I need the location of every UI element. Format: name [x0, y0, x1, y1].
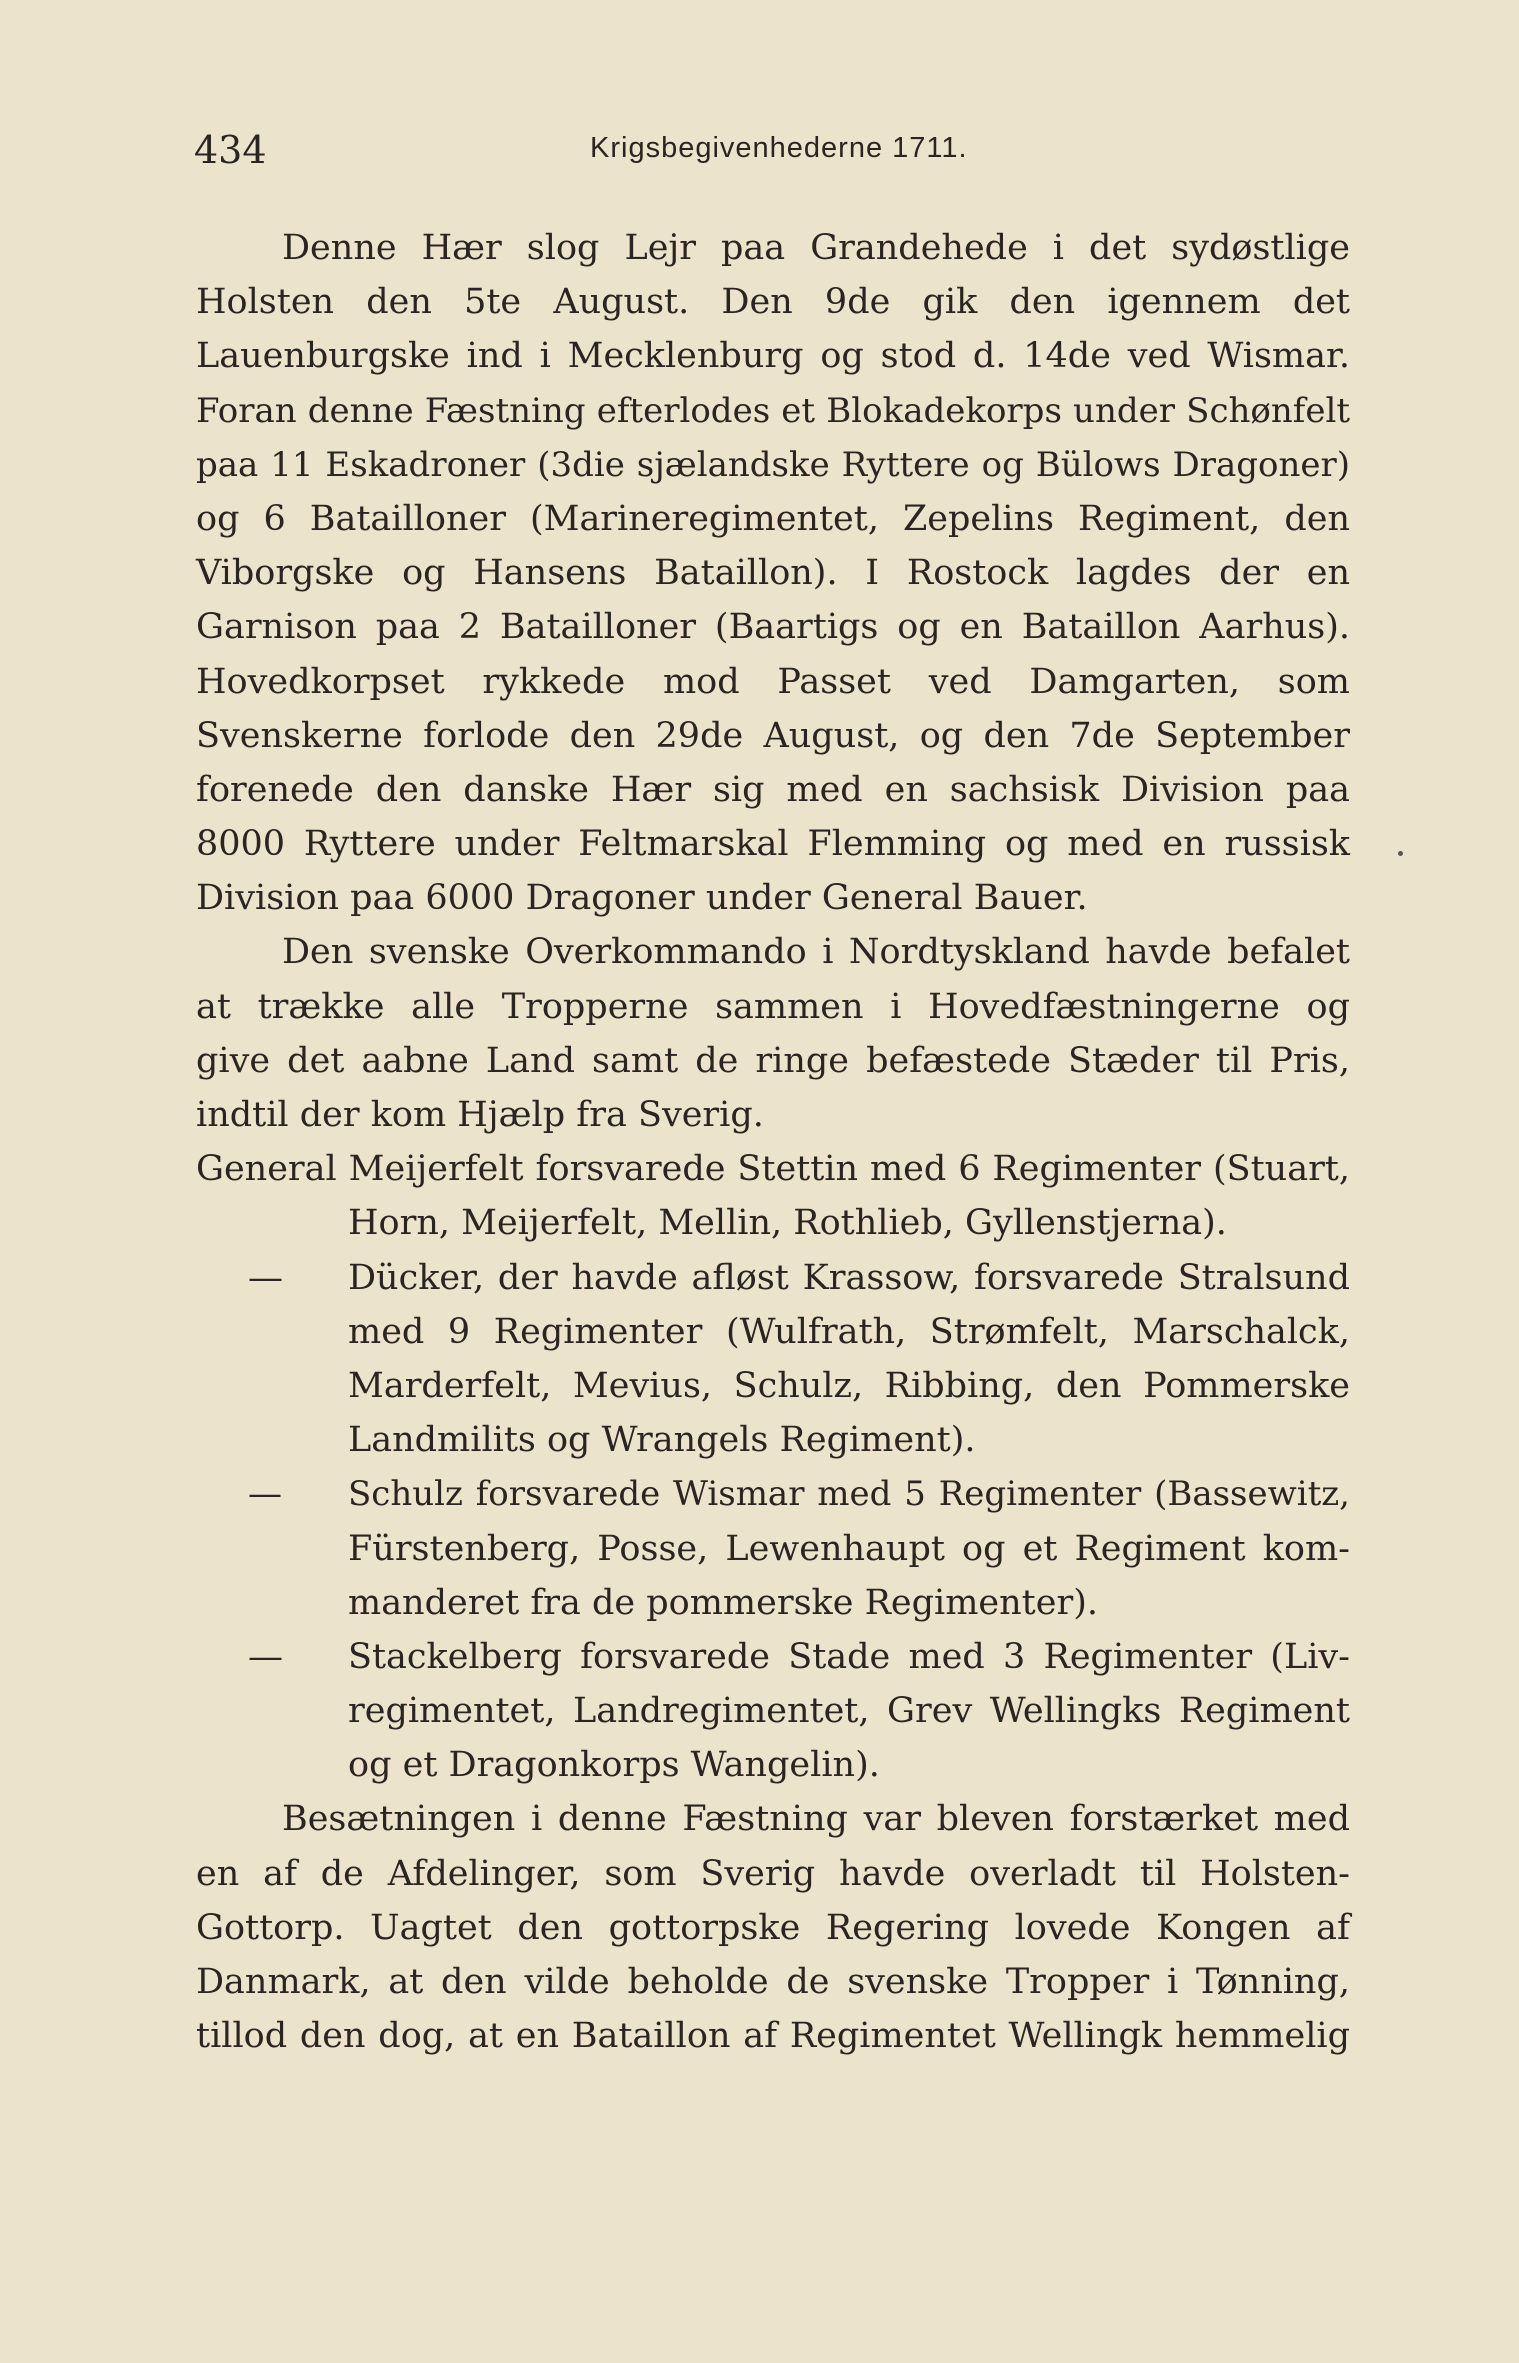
list-entry-text: Stackelberg forsvarede Stade med 3 Regimenter (Liv- — [348, 1636, 1350, 1677]
page-body — [196, 221, 1350, 2063]
text-line: Hovedkorpset rykkede mod Passet ved Damgarten, som — [196, 661, 1350, 702]
list-entry-line: Marderfelt, Mevius, Schulz, Ribbing, den Pommerske — [348, 1365, 1350, 1406]
text-line: Viborgske og Hansens Bataillon). I Rostock lagdes der en — [196, 553, 1350, 594]
list-entry-line: Fürstenberg, Posse, Lewenhaupt og et Regiment kom- — [348, 1528, 1350, 1569]
text-line: Svenskerne forlode den 29de August, og den 7de September — [196, 715, 1350, 756]
text-line: Denne Hær slog Lejr paa Grandehede i det sydøstlige — [282, 228, 1350, 268]
text-line: en af de Afdelinger, som Sverig havde overladt til Holsten- — [196, 1853, 1350, 1894]
list-entry-first-line — [196, 1251, 1350, 1305]
text-line: Holsten den 5te August. Den 9de gik den igennem det — [196, 282, 1350, 323]
list-entry-text: Dücker, der havde afløst Krassow, forsvarede Stralsund — [348, 1257, 1350, 1298]
em-dash: — — [248, 1257, 283, 1298]
text-line: indtil der kom Hjælp fra Sverig. — [196, 1095, 764, 1135]
text-line: tillod den dog, at en Bataillon af Regimentet Wellingk hemmelig — [196, 2016, 1350, 2057]
text-line: forenede den danske Hær sig med en sachsisk Division paa — [196, 769, 1350, 810]
list-entry-line: regimentet, Landregimentet, Grev Wellingks Regiment — [348, 1691, 1350, 1732]
text-line: Division paa 6000 Dragoner under General Bauer. — [196, 878, 1088, 919]
list-entry-first-line — [196, 1630, 1350, 1684]
list-entry-line: med 9 Regimenter (Wulfrath, Strømfelt, Marschalck, — [348, 1311, 1350, 1352]
text-line: give det aabne Land samt de ringe befæstede Stæder til Pris, — [196, 1040, 1350, 1081]
print-speck — [1398, 851, 1403, 856]
running-title: Krigsbegivenhederne 1711. — [590, 132, 968, 164]
text-line: Besætningen i denne Fæstning var bleven forstærket med — [282, 1799, 1350, 1840]
page-header — [194, 128, 1344, 178]
list-entry-text: Schulz forsvarede Wismar med 5 Regimenter (Bassewitz, — [348, 1474, 1350, 1515]
em-dash: — — [248, 1636, 283, 1677]
em-dash: — — [248, 1474, 282, 1515]
list-entry-first-line — [196, 1467, 1350, 1521]
list-entry-first-line: General Meijerfelt forsvarede Stettin med 6 Regimenter (Stuart, — [196, 1149, 1350, 1190]
text-line: og 6 Batailloner (Marineregimentet, Zepelins Regiment, den — [196, 498, 1350, 539]
text-line: Den svenske Overkommando i Nordtyskland havde befalet — [282, 932, 1350, 973]
list-entry-line: og et Dragonkorps Wangelin). — [348, 1745, 880, 1786]
text-line: Gottorp. Uagtet den gottorpske Regering lovede Kongen af — [196, 1907, 1350, 1948]
text-line: 8000 Ryttere under Feltmarskal Flemming og med en russisk — [196, 824, 1350, 865]
text-line: at trække alle Tropperne sammen i Hovedfæstningerne og — [196, 986, 1350, 1027]
text-line: Foran denne Fæstning efterlodes et Blokadekorps under Schønfelt — [196, 390, 1350, 431]
list-entry-line: manderet fra de pommerske Regimenter). — [348, 1582, 1098, 1623]
list-entry-line: Landmilits og Wrangels Regiment). — [348, 1420, 976, 1461]
text-line: Lauenburgske ind i Mecklenburg og stod d. 14de ved Wismar. — [196, 336, 1350, 377]
text-line: Danmark, at den vilde beholde de svenske Tropper i Tønning, — [196, 1962, 1350, 2002]
text-line: Garnison paa 2 Batailloner (Baartigs og en Bataillon Aarhus). — [196, 607, 1350, 648]
text-line: paa 11 Eskadroner (3die sjælandske Ryttere og Bülows Dragoner) — [196, 444, 1350, 485]
list-entry-line: Horn, Meijerfelt, Mellin, Rothlieb, Gyllenstjerna). — [348, 1203, 1227, 1244]
page-number: 434 — [194, 128, 267, 172]
